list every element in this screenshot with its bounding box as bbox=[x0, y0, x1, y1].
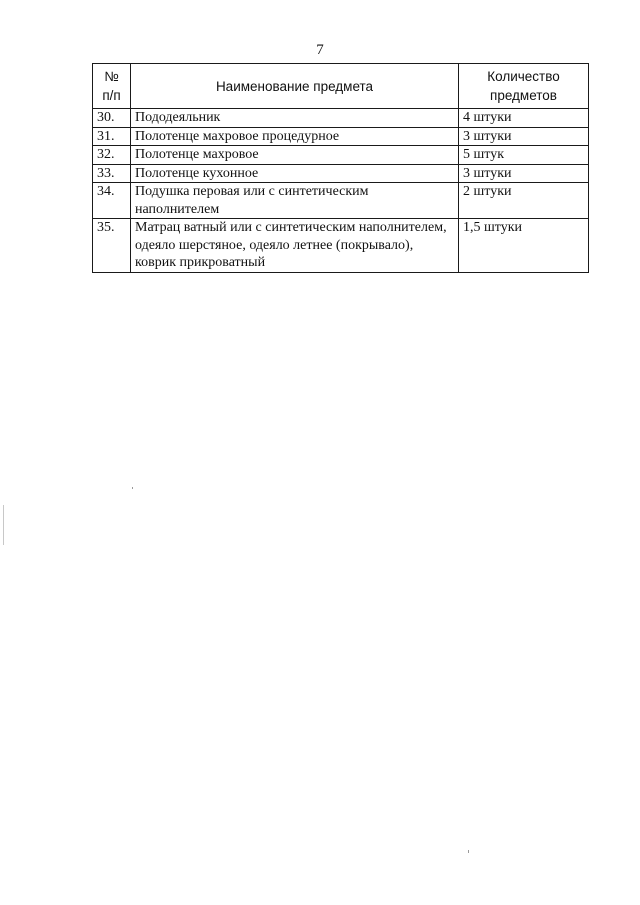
table-row bbox=[93, 127, 589, 146]
table-row bbox=[93, 183, 589, 219]
table-row bbox=[93, 109, 589, 128]
row-name: Полотенце махровое bbox=[131, 146, 459, 165]
row-number: 34. bbox=[93, 183, 131, 219]
row-quantity: 1,5 штуки bbox=[459, 219, 589, 273]
row-name: Пододеяльник bbox=[131, 109, 459, 128]
table-row bbox=[93, 219, 589, 273]
row-name: Матрац ватный или с синтетическим наполнителем, одеяло шерстяное, одеяло летнее (покрывало), коврик прикроватный bbox=[131, 219, 459, 273]
header-quantity bbox=[459, 64, 589, 109]
header-number-abbrev: п/п bbox=[102, 88, 121, 103]
table-row bbox=[93, 164, 589, 183]
scan-artifact bbox=[3, 505, 4, 545]
row-number: 33. bbox=[93, 164, 131, 183]
row-number: 32. bbox=[93, 146, 131, 165]
header-quantity-line1: Количество bbox=[487, 69, 560, 84]
row-name: Полотенце махровое процедурное bbox=[131, 127, 459, 146]
scan-artifact bbox=[468, 850, 469, 853]
row-name: Подушка перовая или с синтетическим наполнителем bbox=[131, 183, 459, 219]
row-quantity: 4 штуки bbox=[459, 109, 589, 128]
header-number-sign: № bbox=[104, 69, 119, 84]
table-row bbox=[93, 146, 589, 165]
row-quantity: 3 штуки bbox=[459, 164, 589, 183]
header-name: Наименование предмета bbox=[131, 64, 459, 109]
row-number: 30. bbox=[93, 109, 131, 128]
row-quantity: 3 штуки bbox=[459, 127, 589, 146]
page-number: 7 bbox=[316, 42, 324, 58]
row-name: Полотенце кухонное bbox=[131, 164, 459, 183]
row-quantity: 2 штуки bbox=[459, 183, 589, 219]
header-quantity-line2: предметов bbox=[490, 88, 557, 103]
row-number: 35. bbox=[93, 219, 131, 273]
table-header-row bbox=[93, 64, 589, 109]
row-number: 31. bbox=[93, 127, 131, 146]
header-number bbox=[93, 64, 131, 109]
scan-artifact bbox=[132, 487, 133, 489]
items-table bbox=[92, 63, 589, 273]
row-quantity: 5 штук bbox=[459, 146, 589, 165]
